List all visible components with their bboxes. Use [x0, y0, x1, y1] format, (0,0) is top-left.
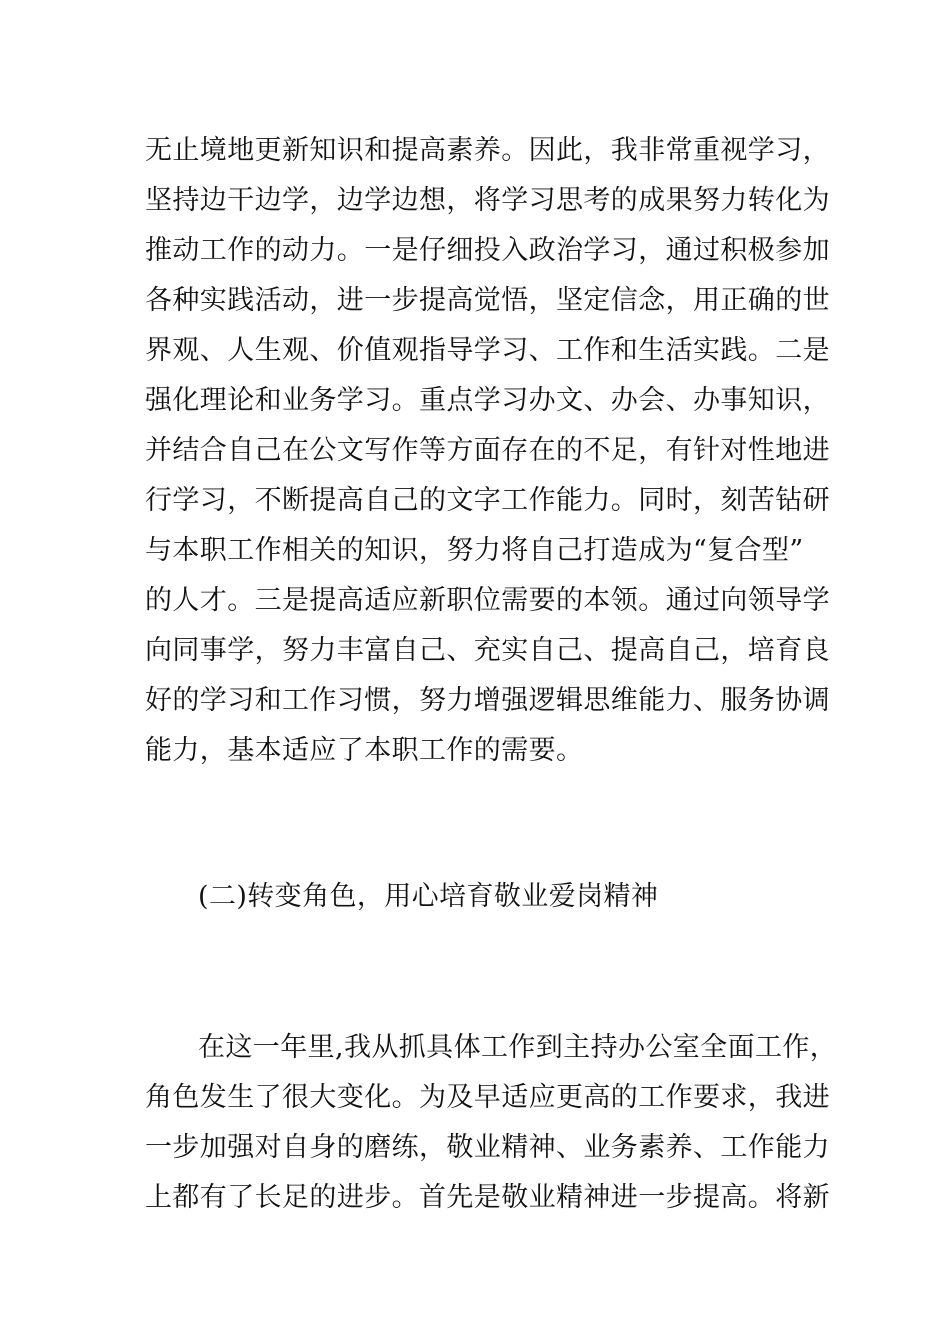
paragraph-1-line-6: 强化理论和业务学习。重点学习办文、办会、办事知识， — [145, 385, 830, 416]
paragraph-1-line-2: 坚持边干边学，边学边想，将学习思考的成果努力转化为 — [145, 185, 830, 216]
paragraph-1-line-5: 界观、人生观、价值观指导学习、工作和生活实践。二是 — [145, 335, 830, 366]
section-heading: (二)转变角色，用心培育敬业爱岗精神 — [198, 881, 659, 912]
paragraph-2-line-3: 一步加强对自身的磨练，敬业精神、业务素养、工作能力 — [145, 1132, 830, 1163]
paragraph-1-line-7: 并结合自己在公文写作等方面存在的不足，有针对性地进 — [145, 435, 830, 466]
paragraph-1-line-3: 推动工作的动力。一是仔细投入政治学习，通过积极参加 — [145, 235, 830, 266]
paragraph-1-line-9: 与本职工作相关的知识，努力将自己打造成为“复合型” — [145, 535, 804, 566]
paragraph-2-line-1: 在这一年里,我从抓具体工作到主持办公室全面工作， — [198, 1032, 838, 1063]
paragraph-1-line-8: 行学习，不断提高自己的文字工作能力。同时，刻苦钻研 — [145, 485, 830, 516]
paragraph-1-line-12: 好的学习和工作习惯，努力增强逻辑思维能力、服务协调 — [145, 685, 830, 716]
paragraph-2-line-4: 上都有了长足的进步。首先是敬业精神进一步提高。将新 — [145, 1182, 830, 1213]
paragraph-2-line-2: 角色发生了很大变化。为及早适应更高的工作要求，我进 — [145, 1082, 830, 1113]
paragraph-1-line-1: 无止境地更新知识和提高素养。因此，我非常重视学习， — [145, 135, 830, 166]
paragraph-1-line-11: 向同事学，努力丰富自己、充实自己、提高自己，培育良 — [145, 635, 830, 666]
paragraph-1-line-13: 能力，基本适应了本职工作的需要。 — [145, 735, 584, 766]
paragraph-1-line-10: 的人才。三是提高适应新职位需要的本领。通过向领导学 — [145, 585, 830, 616]
paragraph-1-line-4: 各种实践活动，进一步提高觉悟，坚定信念，用正确的世 — [145, 285, 830, 316]
